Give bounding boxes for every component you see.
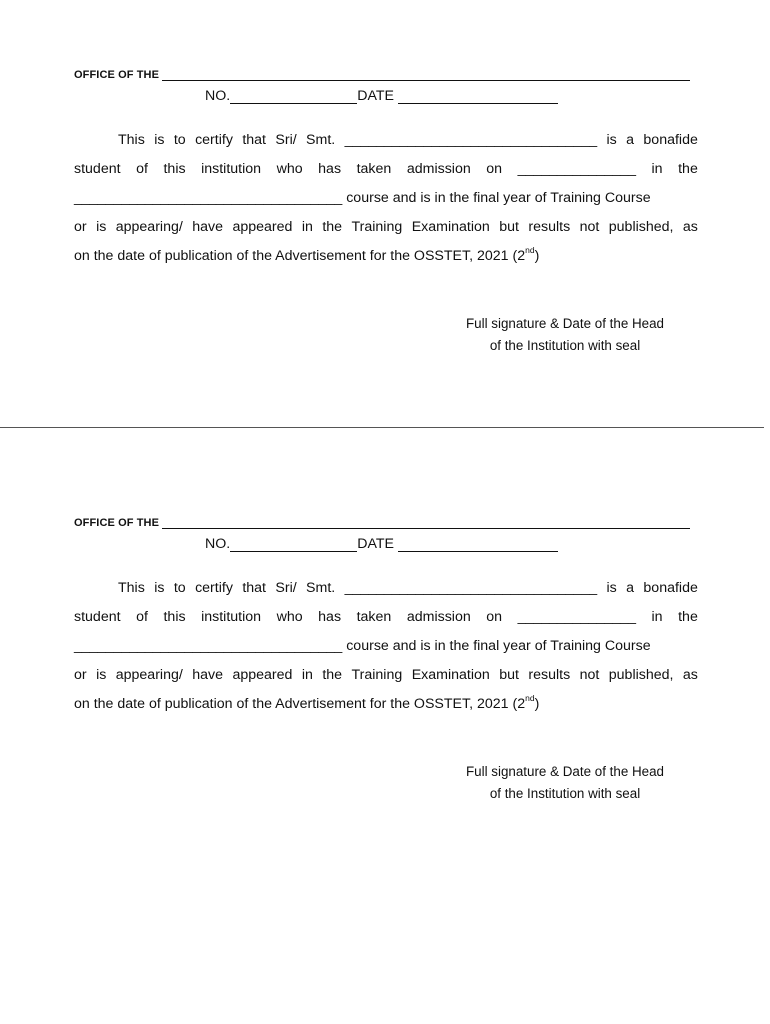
word: is — [154, 132, 165, 148]
word: taken — [356, 161, 392, 177]
body-line-2 — [74, 155, 698, 184]
word: in — [651, 161, 663, 177]
word: in — [301, 667, 313, 683]
body-line-1 — [74, 574, 698, 603]
date-label: DATE — [357, 536, 395, 552]
word: as — [682, 219, 698, 235]
office-of-field — [74, 516, 690, 529]
word: ________________________________ — [344, 580, 598, 596]
word: Examination — [411, 667, 490, 683]
word: of — [136, 161, 148, 177]
word: taken — [356, 609, 392, 625]
word: institution — [201, 609, 262, 625]
word: bonafide — [643, 132, 698, 148]
word: admission — [406, 609, 471, 625]
signature-line-1: Full signature & Date of the Head — [466, 764, 664, 779]
signature-line-2: of the Institution with seal — [489, 338, 641, 353]
word: on — [486, 161, 503, 177]
word: student — [74, 161, 121, 177]
word: the — [678, 161, 698, 177]
body-line-5 — [74, 242, 698, 271]
word: the — [678, 609, 698, 625]
word: of — [136, 609, 148, 625]
word: has — [318, 161, 342, 177]
word: who — [276, 609, 303, 625]
word: bonafide — [643, 580, 698, 596]
certificate-form-2 — [0, 448, 770, 848]
signature-line-2: of the Institution with seal — [489, 786, 641, 801]
word: is — [154, 580, 165, 596]
signature-block — [440, 313, 690, 357]
ordinal-suffix: nd — [525, 693, 535, 704]
word: ________________________________ — [344, 132, 598, 148]
number-date-row — [205, 88, 558, 104]
word: is — [606, 580, 617, 596]
word: the — [322, 219, 343, 235]
word: published, — [608, 667, 674, 683]
word: that — [242, 580, 266, 596]
no-blank-line[interactable] — [230, 88, 357, 104]
word: not — [579, 219, 600, 235]
body-line-2 — [74, 603, 698, 632]
word: to — [173, 132, 186, 148]
word: on — [486, 609, 503, 625]
word: is — [96, 667, 107, 683]
word: appeared — [232, 219, 293, 235]
office-of-field — [74, 68, 690, 81]
word: Training — [351, 219, 403, 235]
word: have — [192, 667, 224, 683]
word: This — [118, 132, 145, 148]
office-blank-line[interactable] — [162, 516, 690, 529]
word: or — [74, 219, 87, 235]
word: is — [96, 219, 107, 235]
certification-text — [74, 126, 698, 271]
word: institution — [201, 161, 262, 177]
word: results — [528, 219, 571, 235]
word: Training — [351, 667, 403, 683]
body-line-1 — [74, 126, 698, 155]
word: Sri/ — [275, 580, 297, 596]
no-label: NO. — [205, 88, 231, 104]
word: has — [318, 609, 342, 625]
office-label: OFFICE OF THE — [74, 517, 160, 529]
no-blank-line[interactable] — [230, 536, 357, 552]
signature-line-1: Full signature & Date of the Head — [466, 316, 664, 331]
number-date-row — [205, 536, 558, 552]
body-line-3: __________________________________ course and is in the final year of Training Course — [74, 638, 651, 654]
word: or — [74, 667, 87, 683]
word: This — [118, 580, 145, 596]
word: certify — [195, 580, 233, 596]
body-line-4 — [74, 213, 698, 242]
word: results — [528, 667, 571, 683]
word: the — [322, 667, 343, 683]
word: this — [163, 161, 186, 177]
word: published, — [608, 219, 674, 235]
word: appearing/ — [115, 219, 183, 235]
word: this — [163, 609, 186, 625]
word: _______________ — [517, 161, 636, 177]
signature-block — [440, 761, 690, 805]
ordinal-suffix: nd — [525, 245, 535, 256]
word: in — [301, 219, 313, 235]
word: student — [74, 609, 121, 625]
date-label: DATE — [357, 88, 395, 104]
word: as — [682, 667, 698, 683]
certificate-form-1 — [0, 0, 770, 400]
body-line-5 — [74, 690, 698, 719]
body-line-5-text: on the date of publication of the Advertisement for the OSSTET, 2021 (2 — [74, 696, 526, 712]
body-line-5-text: on the date of publication of the Advertisement for the OSSTET, 2021 (2 — [74, 248, 526, 264]
word: not — [579, 667, 600, 683]
office-label: OFFICE OF THE — [74, 69, 160, 81]
word: certify — [195, 132, 233, 148]
word: Smt. — [306, 580, 336, 596]
word: appeared — [232, 667, 293, 683]
word: but — [499, 219, 519, 235]
word: but — [499, 667, 519, 683]
word: a — [626, 580, 635, 596]
office-blank-line[interactable] — [162, 68, 690, 81]
word: is — [606, 132, 617, 148]
closing-paren: ) — [534, 248, 540, 264]
date-blank-line[interactable] — [398, 88, 558, 104]
cut-divider — [0, 427, 764, 428]
closing-paren: ) — [534, 696, 540, 712]
certification-text — [74, 574, 698, 719]
word: Smt. — [306, 132, 336, 148]
body-line-4 — [74, 661, 698, 690]
word: _______________ — [517, 609, 636, 625]
body-line-3: __________________________________ course and is in the final year of Training Course — [74, 190, 651, 206]
word: in — [651, 609, 663, 625]
word: that — [242, 132, 266, 148]
word: appearing/ — [115, 667, 183, 683]
word: who — [276, 161, 303, 177]
word: to — [173, 580, 186, 596]
no-label: NO. — [205, 536, 231, 552]
date-blank-line[interactable] — [398, 536, 558, 552]
word: a — [626, 132, 635, 148]
word: have — [192, 219, 224, 235]
word: Examination — [411, 219, 490, 235]
word: admission — [406, 161, 471, 177]
word: Sri/ — [275, 132, 297, 148]
